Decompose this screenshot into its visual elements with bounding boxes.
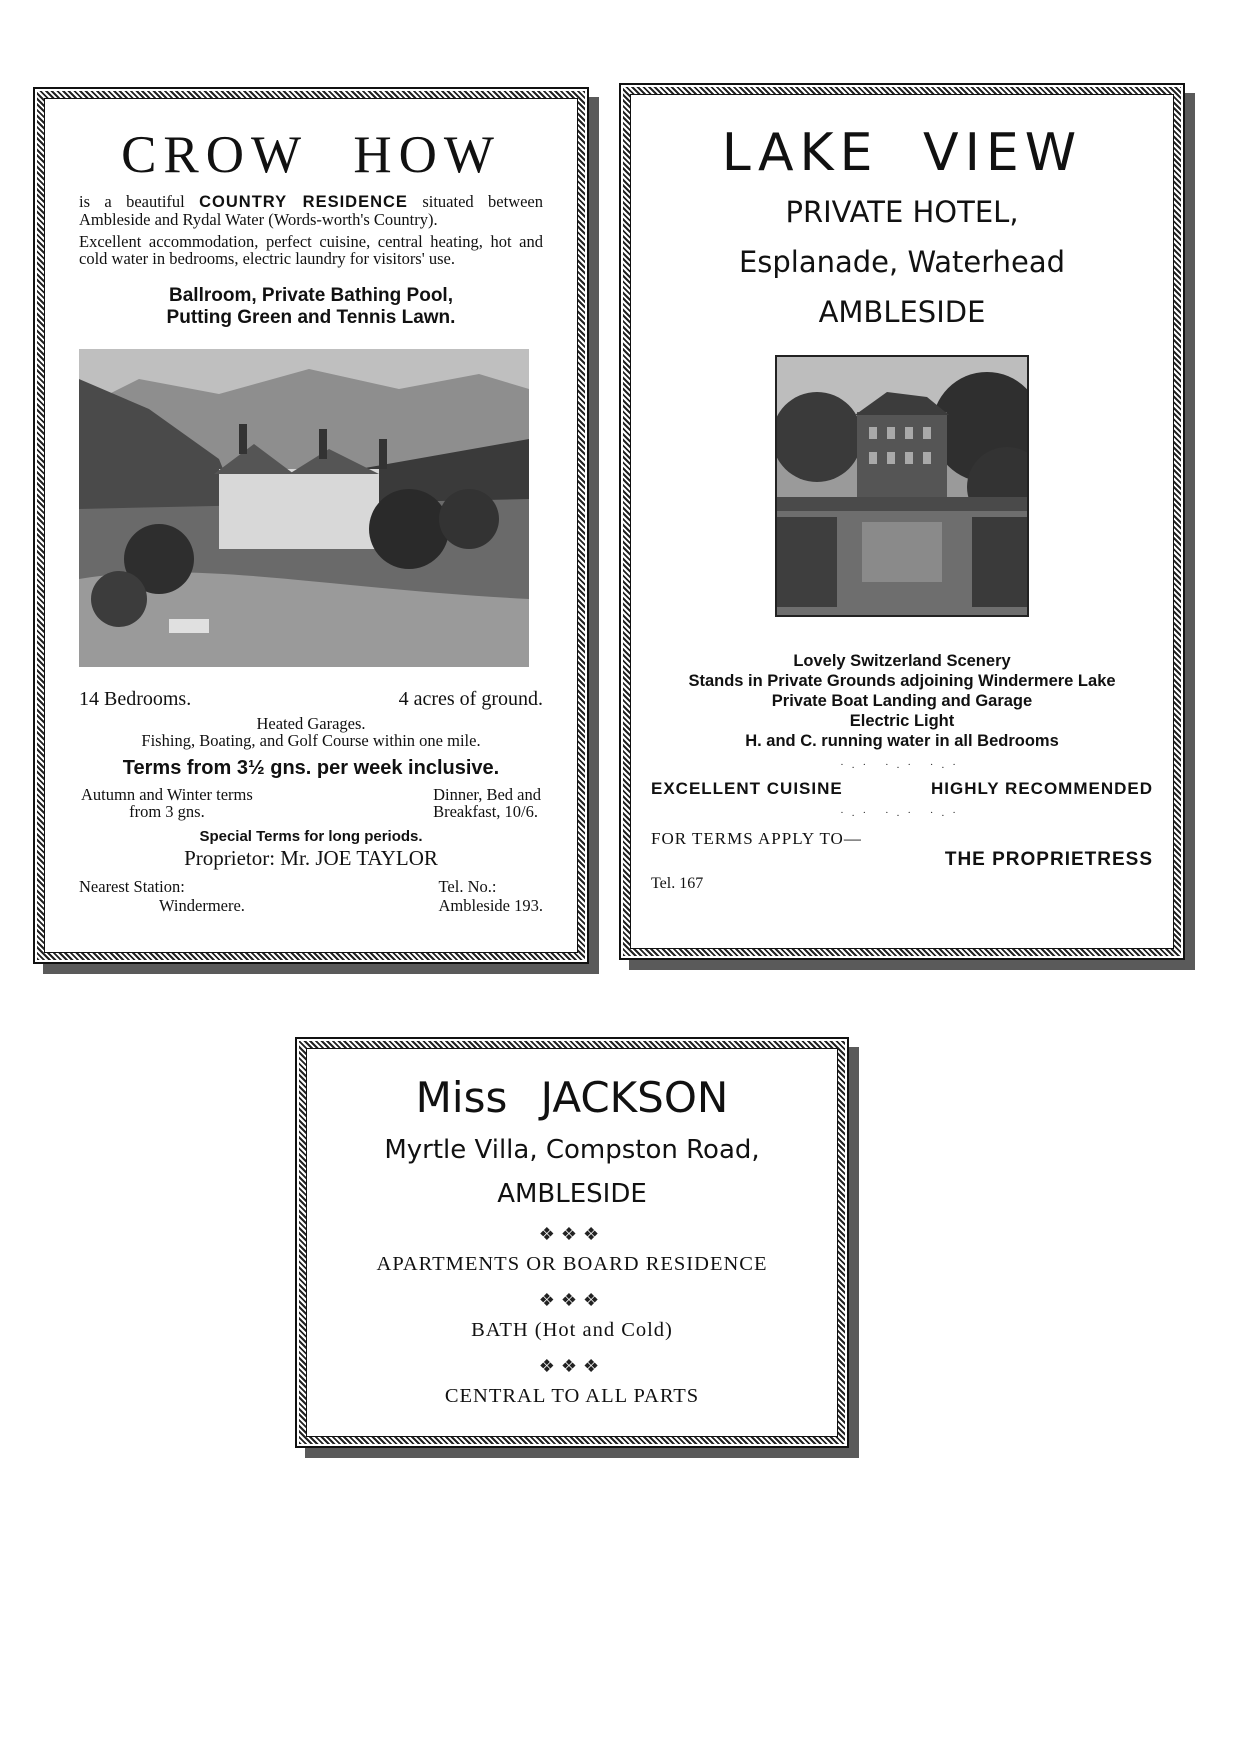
- crow-how-rates: Autumn and Winter terms from 3 gns. Dinner, Bed and Breakfast, 10/6.: [81, 785, 541, 821]
- crow-how-proprietor: Proprietor: Mr. JOE TAYLOR: [184, 846, 438, 870]
- crow-how-leisure: Fishing, Boating, and Golf Course within one mile.: [141, 731, 481, 750]
- lake-view-advert: [619, 83, 1185, 960]
- crow-how-special: Special Terms for long periods.: [199, 828, 423, 845]
- divider-dots: ·.· ·.· ·.·: [840, 807, 964, 819]
- lake-view-highlights: EXCELLENT CUISINE HIGHLY RECOMMENDED: [651, 779, 1153, 798]
- lake-view-title: LAKE VIEW: [721, 123, 1083, 183]
- crow-how-intro: is a beautiful COUNTRY RESIDENCE situated between Ambleside and Rydal Water (Words-worth's Country).: [79, 192, 544, 229]
- feature-item: H. and C. running water in all Bedrooms: [745, 732, 1059, 750]
- lake-view-photo: [775, 355, 1029, 617]
- crow-how-advert: [33, 87, 589, 964]
- lake-view-apply: FOR TERMS APPLY TO—: [651, 829, 862, 848]
- crow-how-contact: Nearest Station: Windermere. Tel. No.: Ambleside 193.: [79, 877, 543, 915]
- jackson-apartments: APARTMENTS OR BOARD RESIDENCE: [376, 1253, 768, 1275]
- ornament-icon: ❖❖❖: [538, 1356, 606, 1376]
- jackson-town: AMBLESIDE: [497, 1179, 647, 1209]
- lake-view-town: AMBLESIDE: [818, 295, 986, 329]
- feature-item: Electric Light: [849, 712, 955, 730]
- divider-dots: ·.· ·.· ·.·: [840, 759, 964, 771]
- crow-how-accommodation: Excellent accommodation, perfect cuisine, central heating, hot and cold water in bedrooms, electric laundry for visitors' use.: [79, 232, 543, 268]
- feature-item: Lovely Switzerland Scenery: [793, 652, 1011, 670]
- crow-how-features: Ballroom, Private Bathing Pool, Putting Green and Tennis Lawn.: [166, 285, 456, 328]
- ornament-icon: ❖❖❖: [538, 1224, 606, 1244]
- ornament-icon: ❖❖❖: [538, 1290, 606, 1310]
- feature-item: Stands in Private Grounds adjoining Windermere Lake: [688, 672, 1116, 690]
- feature-item: Private Boat Landing and Garage: [771, 692, 1033, 710]
- lake-view-tel: Tel. 167: [651, 875, 704, 892]
- crow-how-rooms-row: 14 Bedrooms. 4 acres of ground.: [79, 688, 543, 710]
- jackson-central: CENTRAL TO ALL PARTS: [444, 1385, 700, 1407]
- crow-how-terms: Terms from 3½ gns. per week inclusive.: [122, 757, 500, 779]
- crow-how-garages: Heated Garages.: [256, 714, 366, 733]
- jackson-bath: BATH (Hot and Cold): [471, 1319, 673, 1341]
- lake-view-features: [637, 651, 1167, 751]
- lake-view-proprietress: THE PROPRIETRESS: [944, 849, 1153, 870]
- jackson-advert: [295, 1037, 849, 1448]
- jackson-address: Myrtle Villa, Compston Road,: [384, 1135, 760, 1165]
- jackson-title: Miss JACKSON: [415, 1073, 729, 1122]
- crow-how-photo: [79, 349, 529, 667]
- lake-view-address: Esplanade, Waterhead: [738, 245, 1066, 279]
- lake-view-subtitle: PRIVATE HOTEL,: [785, 195, 1019, 229]
- crow-how-title: CROW HOW: [121, 126, 501, 184]
